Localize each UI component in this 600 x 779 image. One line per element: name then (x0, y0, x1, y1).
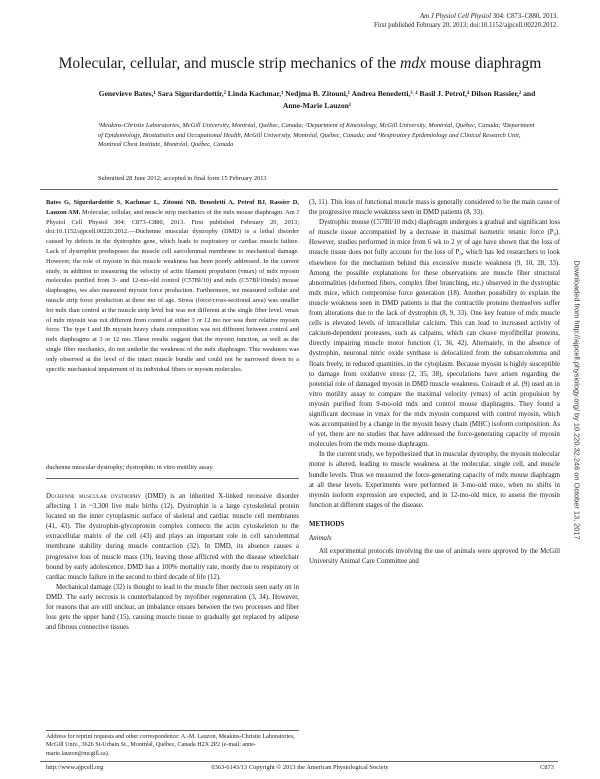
journal-header (374, 12, 558, 30)
correspondence-footnote: Address for reprint requests and other correspondence: A.-M. Lauzon, Meakins-Christie Laboratories, McGill Univ., 3626 St-Urbain St., Montréal, Québec, Canada H2X 2P2 (e-mail: anne-marie.lauzon@mcgill.ca). (46, 734, 295, 757)
abstract-citation-authors: Bates G, Sigurdardottir S, Kachmar L, Zitouni NB, Benedetti A, Petrof BJ, Rassier D, Lauzon AM. (46, 199, 299, 216)
intro-paragraph-5: In the current study, we hypothesized that in muscular dystrophy, the myosin molecular motor is altered, leading to muscle weakness at the molecular, single cell, and muscle bundle levels. Thus we measured the force-generating capacity of mdx mouse diaphragm at all these levels. Experiments were performed in 3-mo-old mice, when no shifts in myosin isoform expression are expected, and in 12-mo-old mice, to assess the myosin function at different stages of the disease. (309, 451, 560, 509)
footnote-divider (46, 730, 299, 731)
methods-heading: METHODS (309, 520, 345, 528)
body-left-column (46, 492, 299, 633)
author-list: Genevieve Bates,¹ Sara Sigurdardottir,² Linda Kachmar,¹ Nedjma B. Zitouni,¹ Andrea Benedetti,³˒⁴ Basil J. Petrof,⁴ Dilson Rassier,² and Anne-Marie Lauzon¹ (98, 89, 536, 110)
download-stamp-text: Downloaded from http://ajpcell.physiology.org/ by 10.220.32.246 on October 13, 2017 (572, 260, 582, 540)
keywords: duchenne muscular dystrophy; dystrophin; in vitro motility assay (46, 464, 213, 471)
page-number: C873 (540, 764, 554, 771)
intro-paragraph-4: Dystrophic mouse (C57Bl/10 mdx) diaphragm undergoes a gradual and significant loss of muscle tissue accompanied by a decrease in maximal isometric tetanic force (P₀). However, studies performed in mice from 6 wk to 2 yr of age have shown that the loss of muscle tissue does not fully account for the loss of P₀, which has led researchers to look elsewhere for the mechanism behind this excessive muscle weakness (9, 10, 28, 33). Among the possible explanations for these observations are muscle fiber structural abnormalities (deformed fibers, complex fiber branching, etc.) observed in the dystrophic mdx mice, which compromise force generation (18). Another possibility to explain the muscle weakness seen in DMD patients is that the contractile proteins themselves suffer from alterations due to the lack of dystrophin (8, 9, 33). One key feature of mdx muscle cells is elevated levels of intracellular calcium. This can lead to increased activity of calcium-dependent proteases, such as calpains, which can cleave myofibrillar proteins, directly impairing muscle motor function (1, 36, 42). Alternately, in the absence of dystrophin, neuronal nitric oxide synthase is delocalized from the subsarcolemma and floats freely, in reduced quantities, in the cytoplasm. Because myosin is highly susceptible to damage from oxidative stress (2, 35, 38), speculations have arisen regarding the potential role of damaged myosin in DMD muscle weakness. Coirault et al. (9) used an in vitro motility assay to compare the maximal velocity (vmax) of actin propulsion by myosin purified from 9-mo-old mdx and control mouse diaphragms. They found a significant decrease in vmax for the mdx myosin compared with control myosin, which was accompanied by a change in the myosin heavy chain (MHC) isoform composition. As of yet, there are no studies that have addressed the force-generating capacity of myosin molecules from the mdx mouse diaphragm. (309, 219, 560, 449)
methods-paragraph-1: All experimental protocols involving the use of animals were approved by the McGill University Animal Care Committee and (309, 548, 560, 566)
footer-divider (40, 761, 558, 762)
journal-volume-pages: 304: C873–C880, 2013. (490, 13, 558, 20)
intro-paragraph-2: Mechanical damage (32) is thought to lead to the muscle fiber necrosis seen early on in DMD. The early necrosis is counterbalanced by myofiber regeneration (3, 34). However, for reasons that are still unclear, an imbalance ensues between the two processes and fiber loss gets the upper hand (15), causing muscle tissue to gradually get replaced by adipose and fibrous connective tissues (46, 583, 299, 632)
submission-dates: Submitted 28 June 2012; accepted in final form 15 February 2013 (98, 175, 267, 182)
abstract-body: Duchenne muscular dystrophy (DMD) is a lethal disorder caused by defects in the dystrophin gene, which leads to respiratory or cardiac muscle failure. Lack of dystrophin predisposes the muscle cell sarcolemmal membrane to mechanical damage. However, the role of myosin in this muscle weakness has been poorly addressed. In the current study, in addition to measuring the velocity of actin filament propulsion (vmax) of mdx myosin molecules purified from 3- and 12-mo-old control (C57Bl/10) and mdx (C57Bl/10mdx) mouse diaphragms, we also measured myosin force production. Furthermore, we measured cellular and muscle strip force production at three mo of age. Stress (force/cross-sectional area) was smaller for mdx than control at the muscle strip level but was not different at the single fiber level. vmax of mdx myosin was not different from control at either 3 or 12 mo nor was their relative myosin force. The type I and IIb myosin heavy chain composition was not different between control and mdx diaphragms at 3 or 12 mo. These results suggest that the myosin function, as well as the single fiber mechanics, do not underlie the weakness of the mdx diaphragm. This weakness was only observed at the level of the intact muscle bundle and could not be narrowed down to a specific mechanical impairment of its individual fibers or myosin molecules. (46, 228, 299, 373)
title-part-2: mouse diaphragm (426, 55, 542, 72)
affiliations: ¹Meakins-Christie Laboratories, McGill University, Montréal, Québec, Canada; ²Department of Kinesiology, McGill University, Montréal, Québec, Canada; ³Department of Epidemiology, Biostatistics and Occupational Health, McGill University, Montréal, Québec, Canada; and ⁴Respiratory Epidemiology and Clinical Research Unit, Montreal Chest Institute, Montréal, Québec, Canada (98, 122, 535, 149)
journal-name: Am J Physiol Cell Physiol (419, 13, 491, 20)
intro-paragraph-3: (3, 11). This loss of functional muscle mass is generally considered to be the main cause of the progressive muscle weakness seen in DMD patients (8, 33). (309, 199, 560, 217)
body-right-column (309, 198, 560, 567)
journal-citation-line (374, 12, 558, 21)
animals-subheading: Animals (309, 535, 332, 542)
journal-url-link[interactable]: http://www.ajpcell.org (46, 764, 104, 771)
abstract-citation-text: Molecular, cellular, and muscle strip mechanics of the mdx mouse diaphragm. Am J Physiol Cell Physiol 304: C873–C880, 2013. First published February 20, 2013; doi:10.1152/ajpcell.00220.2012.— (46, 208, 300, 236)
title-part-1: Molecular, cellular, and muscle strip mechanics of the (58, 55, 401, 72)
abstract-divider (46, 478, 299, 479)
header-divider (40, 189, 558, 190)
title-italic-mdx: mdx (400, 55, 427, 72)
lead-in-caps: Duchenne muscular dystrophy (46, 493, 142, 500)
article-title (0, 55, 600, 73)
abstract (46, 198, 299, 374)
copyright-notice: 0363-6143/13 Copyright © 2013 the American Physiological Society (211, 764, 389, 771)
intro-paragraph-1 (46, 492, 299, 583)
published-line: First published February 20, 2013; doi:10.1152/ajpcell.00220.2012. (373, 22, 558, 29)
intro-paragraph-1-text: (DMD) is an inherited X-linked recessive disorder affecting 1 in ~3,300 live male births (12). Dystrophin is a large cytoskeletal protein located on the inner cytoplasmic surface of skeletal and cardiac muscle cell membranes (41, 43). The dystrophin-glycoprotein complex connects the actin cytoskeleton to the extracellular matrix of the cell (43) and plays an important role in cell sarcolemmal membrane stability during muscle contraction (32). In DMD, its absence causes a progressive loss of muscle mass (19), leaving those afflicted with the disease wheelchair bound by early adolescence. DMD has a 100% mortality rate, mostly due to respiratory or cardiac muscle failure in the second to third decade of life (12). (46, 493, 299, 581)
